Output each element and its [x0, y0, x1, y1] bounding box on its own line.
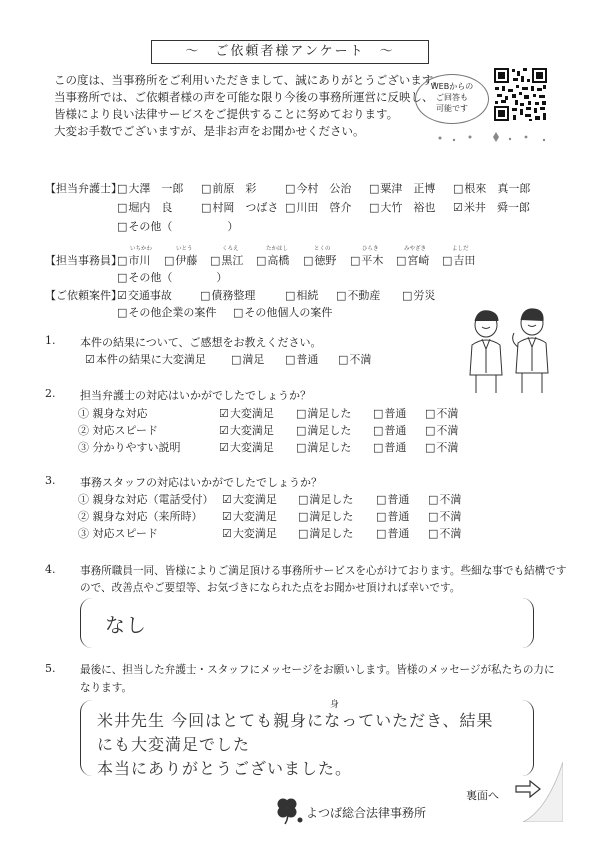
q5-number: 5.: [45, 662, 56, 675]
q3-text: 事務スタッフの対応はいかがでしたでしょうか？: [80, 476, 322, 489]
q2-text: 担当弁護士の対応はいかがでしたでしょうか？: [80, 389, 311, 402]
q3-row2-option-checked[interactable]: ☑ 大変満足: [222, 508, 277, 524]
decorative-dots: [436, 130, 556, 148]
q5-handwritten-line-3: 本当にありがとうございました。: [97, 759, 353, 778]
staff-ruby: よしだ: [452, 246, 469, 252]
q5-handwritten-correction: 身: [330, 700, 341, 710]
staff-checkbox[interactable]: □ 吉田: [442, 252, 475, 268]
staff-checkbox[interactable]: □ 高橋: [256, 252, 289, 268]
staff-checkbox[interactable]: □ 伊藤: [164, 252, 197, 268]
q5-text-line-1: 最後に、担当した弁護士・スタッフにメッセージをお願いします。皆様のメッセージが私たちの力に: [80, 664, 555, 676]
staff-ruby: ひらき: [362, 246, 379, 252]
q5-handwritten-line-1: 米井先生 今回はとても親身になっていただき、結果: [97, 711, 494, 730]
case-checkbox[interactable]: □ 相続: [285, 287, 318, 303]
q3-row-label: ① 親身な対応（電話受付）: [78, 493, 214, 506]
qr-code-icon[interactable]: [493, 67, 548, 122]
q4-answer-area[interactable]: [80, 598, 534, 648]
staff-ruby: いとう: [176, 246, 193, 252]
lawyer-checkbox[interactable]: □ 粟津 正博: [369, 180, 435, 196]
lawyer-checkbox[interactable]: □ 村岡 つばさ: [201, 199, 278, 215]
q3-row2-option[interactable]: □ 普通: [376, 508, 409, 524]
clover-logo-icon: [272, 795, 304, 829]
q3-row1-option[interactable]: □ 普通: [376, 491, 409, 507]
q2-row2-option[interactable]: □ 普通: [373, 422, 406, 438]
lawyer-section-label: 【担当弁護士】: [45, 182, 122, 195]
q3-row3-option[interactable]: □ 満足した: [298, 525, 353, 541]
next-page-label: 裏面へ: [466, 789, 499, 802]
q1-option[interactable]: □ 不満: [338, 351, 371, 367]
q3-row1-option-checked[interactable]: ☑ 大変満足: [222, 491, 277, 507]
q1-text: 本件の結果について、ご感想をお教えください。: [80, 336, 322, 349]
case-checkbox[interactable]: □ 労災: [402, 287, 435, 303]
q3-row2-option[interactable]: □ 不満: [428, 508, 461, 524]
q5-handwritten-line-2: にも大変満足でした: [97, 735, 251, 754]
q5-text-line-2: なります。: [80, 682, 133, 694]
q2-row-label: ① 親身な対応: [78, 407, 148, 420]
case-checkbox[interactable]: □ 不動産: [336, 287, 380, 303]
q3-row3-option[interactable]: □ 不満: [428, 525, 461, 541]
intro-line-1: この度は、当事務所をご利用いただきまして、誠にありがとうございます。: [54, 73, 444, 87]
lawyer-checkbox[interactable]: □ 堀内 良: [117, 199, 172, 215]
lawyer-checkbox[interactable]: □ 前原 彩: [201, 180, 256, 196]
staff-ruby: とくの: [314, 246, 331, 252]
bubble-line-2: ご回答も: [436, 93, 468, 102]
staff-section-label: 【担当事務員】: [45, 254, 122, 267]
lawyer-other-checkbox[interactable]: □ その他（ ）: [117, 218, 238, 234]
staff-other-checkbox[interactable]: □ その他（ ）: [117, 269, 227, 285]
staff-checkbox[interactable]: □ 徳野: [303, 252, 336, 268]
staff-ruby: たかはし: [266, 246, 289, 252]
lawyer-checkbox[interactable]: □ 今村 公治: [285, 180, 351, 196]
staff-checkbox[interactable]: □ 市川: [117, 252, 150, 268]
case-checkbox[interactable]: □ 債務整理: [200, 287, 255, 303]
intro-line-4: 大変お手数でございますが、是非お声をお聞かせください。: [54, 124, 365, 138]
q2-row3-option[interactable]: □ 不満: [425, 439, 458, 455]
q1-number: 1.: [45, 334, 56, 347]
bubble-line-1: WEBからの: [430, 82, 474, 91]
q2-row2-option[interactable]: □ 不満: [425, 422, 458, 438]
firm-name: よつば総合法律事務所: [306, 806, 427, 820]
q1-option-checked[interactable]: ☑ 本件の結果に大変満足: [85, 351, 206, 367]
staff-illustration: [460, 303, 560, 402]
case-checkbox[interactable]: □ その他企業の案件: [117, 304, 216, 320]
q2-row1-option[interactable]: □ 普通: [373, 405, 406, 421]
q4-text-line-1: 事務所職員一同、皆様によりご満足頂ける事務所サービスを心がけております。些細な事でも結構です: [80, 565, 567, 577]
case-checkbox-checked[interactable]: ☑ 交通事故: [117, 287, 172, 303]
q2-row3-option-checked[interactable]: ☑ 大変満足: [219, 439, 274, 455]
q2-row3-option[interactable]: □ 満足した: [296, 439, 351, 455]
q3-row1-option[interactable]: □ 不満: [428, 491, 461, 507]
q2-row-label: ② 対応スピード: [78, 424, 159, 437]
lawyer-checkbox-checked[interactable]: ☑ 米井 舜一郎: [453, 199, 530, 215]
q2-row2-option[interactable]: □ 満足した: [296, 422, 351, 438]
q2-row-label: ③ 分かりやすい説明: [78, 441, 181, 454]
intro-line-2: 当事務所では、ご依頼者様の声を可能な限り今後の事務所運営に反映し、: [54, 90, 434, 104]
intro-line-3: 皆様により良い法律サービスをご提供することに努めております。: [54, 107, 399, 121]
q3-row3-option[interactable]: □ 普通: [376, 525, 409, 541]
page-curl-icon: [523, 762, 563, 826]
q2-row1-option[interactable]: □ 満足した: [296, 405, 351, 421]
staff-ruby: いちかわ: [130, 246, 153, 252]
q3-row-label: ② 親身な対応（来所時）: [78, 510, 203, 523]
lawyer-checkbox[interactable]: □ 根來 真一郎: [453, 180, 530, 196]
q3-row2-option[interactable]: □ 満足した: [298, 508, 353, 524]
q1-option[interactable]: □ 満足: [231, 351, 264, 367]
q4-handwritten-answer: なし: [105, 613, 147, 637]
case-checkbox[interactable]: □ その他個人の案件: [233, 304, 332, 320]
q2-row1-option-checked[interactable]: ☑ 大変満足: [219, 405, 274, 421]
bubble-line-3: 可能です: [436, 104, 468, 113]
q4-text-line-2: ので、改善点やご要望等、お気づきになられた点をお聞かせ頂ければ幸いです。: [80, 582, 461, 594]
staff-ruby: くろえ: [222, 246, 239, 252]
q2-number: 2.: [45, 387, 56, 400]
staff-ruby: みやざき: [404, 246, 427, 252]
q2-row3-option[interactable]: □ 普通: [373, 439, 406, 455]
case-section-label: 【ご依頼案件】: [45, 289, 122, 302]
lawyer-checkbox[interactable]: □ 大竹 裕也: [369, 199, 435, 215]
q2-row2-option-checked[interactable]: ☑ 大変満足: [219, 422, 274, 438]
lawyer-checkbox[interactable]: □ 川田 啓介: [285, 199, 351, 215]
lawyer-checkbox[interactable]: □ 大澤 一郎: [117, 180, 183, 196]
page-title: ～ ご依頼者様アンケート ～: [151, 40, 429, 64]
staff-checkbox[interactable]: □ 宮崎: [396, 252, 429, 268]
q3-number: 3.: [45, 474, 56, 487]
q1-option[interactable]: □ 普通: [285, 351, 318, 367]
q3-row1-option[interactable]: □ 満足した: [298, 491, 353, 507]
web-answer-bubble: [415, 74, 489, 124]
q2-row1-option[interactable]: □ 不満: [425, 405, 458, 421]
staff-checkbox[interactable]: □ 平木: [350, 252, 383, 268]
q4-number: 4.: [45, 563, 56, 576]
staff-checkbox[interactable]: □ 黒江: [210, 252, 243, 268]
q3-row3-option-checked[interactable]: ☑ 大変満足: [222, 525, 277, 541]
q3-row-label: ③ 対応スピード: [78, 527, 159, 540]
